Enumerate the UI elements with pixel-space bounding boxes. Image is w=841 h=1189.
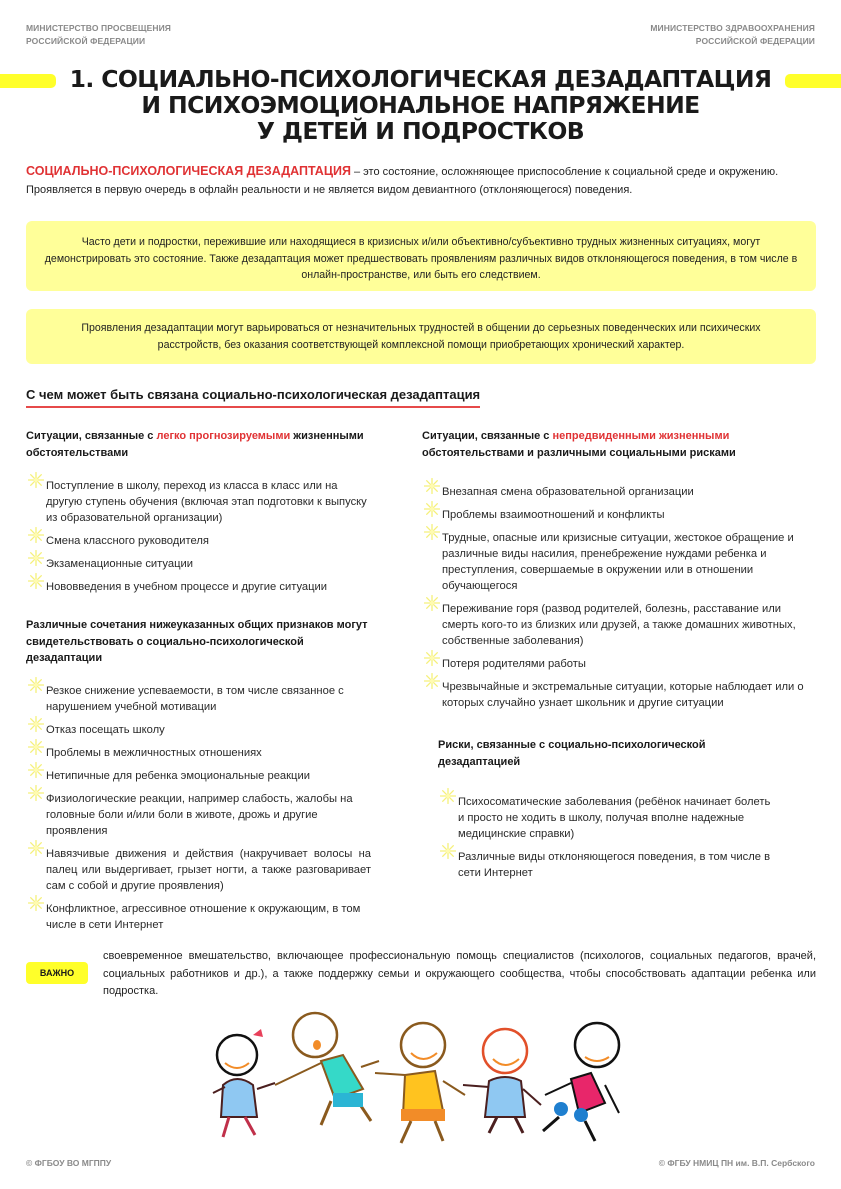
list-item [26,768,371,784]
ministry-health-label [650,22,815,48]
ministry-right-line-1: МИНИСТЕРСТВО ЗДРАВООХРАНЕНИЯ [650,23,815,33]
list-item-text: Различные виды отклоняющегося поведения, в том числе в сети Интернет [458,851,771,879]
signs-list [26,683,371,933]
list-item [26,556,371,572]
page-title [60,66,781,144]
star-bullet-icon [424,650,440,666]
list-item-text: Экзаменационные ситуации [46,558,194,570]
unforeseen-list [422,484,818,711]
list-item [438,849,778,881]
list-item [422,601,818,649]
list-item-text: Проблемы взаимоотношений и конфликты [442,509,665,521]
star-bullet-icon [424,673,440,689]
star-bullet-icon [424,524,440,540]
list-item [26,478,371,526]
list-item [438,794,778,842]
list-item-text: Конфликтное, агрессивное отношение к окружающим, в том числе в сети Интернет [46,902,361,931]
callout-box-crisis [26,221,816,291]
list-item-text: Переживание горя (развод родителей, болезнь, расставание или смерть кого-то из близких или друзей, а также домашних животных, собственные заболевания) [442,603,796,647]
list-item [26,579,371,595]
star-bullet-icon [28,550,44,566]
title-line-1: 1. СОЦИАЛЬНО-ПСИХОЛОГИЧЕСКАЯ ДЕЗАДАПТАЦИЯ [69,65,772,93]
risks-list [438,794,778,881]
star-bullet-icon [424,478,440,494]
important-badge: ВАЖНО [26,962,88,984]
callout-box-manifestations [26,309,816,364]
heading-prefix: Ситуации, связанные с [26,430,157,442]
list-item-text: Проблемы в межличностных отношениях [46,746,262,759]
heading-suffix: жизненными обстоятельствами [26,430,364,459]
star-bullet-icon [28,716,44,732]
list-item-text: Поступление в школу, переход из класса в класс или на другую ступень обучения (включая этап подготовки к выпуску из образовательной организации) [46,480,367,524]
list-item [26,533,371,549]
unforeseen-heading [422,428,818,461]
list-item-text: Психосоматические заболевания (ребёнок начинает болеть и просто не ходить в школу, получая вполне надежные медицинские справки) [458,796,771,840]
ministry-left-line-2: РОССИЙСКОЙ ФЕДЕРАЦИИ [26,36,146,46]
star-bullet-icon [28,677,44,693]
list-item [26,791,371,839]
star-bullet-icon [424,595,440,611]
list-item-text: Физиологические реакции, например слабость, жалобы на головные боли и/или боли в животе, дрожь и другие проявления [46,792,353,837]
predictable-list [26,478,371,595]
kid-5-figure [543,1023,619,1141]
title-line-2: И ПСИХОЭМОЦИОНАЛЬНОЕ НАПРЯЖЕНИЕ [141,91,700,119]
signs-heading: Различные сочетания нижеуказанных общих признаков могут свидетельствовать о социально-психологической дезадаптации [26,619,368,664]
list-item-text: Чрезвычайные и экстремальные ситуации, которые наблюдает или о которых случайно узнает школьник и другие ситуации [442,681,804,709]
heading-highlight: непредвиденными жизненными [552,430,730,442]
ministry-right-line-2: РОССИЙСКОЙ ФЕДЕРАЦИИ [695,36,815,46]
intro-definition [26,162,816,199]
list-item-text: Отказ посещать школу [46,723,165,736]
list-item-text: Навязчивые движения и действия (накручивает волосы на палец или выдергивает, грызет ногти, а также разговаривает сам с собой и другие проявления) [46,847,371,892]
heading-prefix: Ситуации, связанные с [422,430,553,442]
star-bullet-icon [440,788,456,804]
title-line-3: У ДЕТЕЙ И ПОДРОСТКОВ [256,117,585,145]
list-item-text: Внезапная смена образовательной организации [442,486,694,498]
star-bullet-icon [28,762,44,778]
star-bullet-icon [28,573,44,589]
kid-2-figure [275,1013,379,1125]
section-heading: С чем может быть связана социально-психологическая дезадаптация [26,387,480,408]
footer-copyright-right: © ФГБУ НМИЦ ПН им. В.П. Сербского [658,1158,815,1168]
list-item-text: Резкое снижение успеваемости, в том числе связанное с нарушением учебной мотивации [46,684,344,713]
predictable-heading [26,428,371,461]
star-bullet-icon [28,527,44,543]
star-bullet-icon [28,895,44,911]
star-bullet-icon [424,501,440,517]
left-column [26,428,371,940]
risks-heading: Риски, связанные с социально-психологической дезадаптацией [438,739,706,768]
list-item [422,507,818,523]
kid-4-figure [463,1029,541,1133]
kid-3-figure [375,1023,465,1143]
ministry-left-line-1: МИНИСТЕРСТВО ПРОСВЕЩЕНИЯ [26,23,172,33]
list-item [26,901,371,933]
star-bullet-icon [28,472,44,488]
star-bullet-icon [28,739,44,755]
children-illustration [205,1005,675,1145]
definition-text: – это состояние, осложняющее приспособление к социальной среде и окружению. Проявляется в первую очередь в офлайн реальности и не является видом девиантного (отклоняющегося) поведения. [26,166,779,196]
star-bullet-icon [28,840,44,856]
list-item [422,679,818,711]
right-column [422,428,818,888]
list-item-text: Смена классного руководителя [46,535,209,547]
list-item [422,484,818,500]
callout-text-crisis: Часто дети и подростки, пережившие или находящиеся в кризисных и/или объективно/субъективно трудных жизненных ситуациях, могут демонстрировать это состояние. Также дезадаптация может предшествовать проявлениям различных видов отклоняющегося поведения, в том числе в онлайн-пространстве, или быть его следствием. [44,236,798,281]
list-item [26,722,371,738]
important-text: своевременное вмешательство, включающее профессиональную помощь специалистов (психологов, социальных педагогов, врачей, социальных работников и др.), а также поддержку семьи и окружающего сообщества, чтобы способствовать адаптации ребенка или подростка. [103,950,816,997]
list-item [422,656,818,672]
definition-term: СОЦИАЛЬНО-ПСИХОЛОГИЧЕСКАЯ ДЕЗАДАПТАЦИЯ [26,164,351,178]
list-item [26,846,371,894]
heading-suffix: обстоятельствами и различными социальными рисками [422,446,736,459]
heading-highlight: легко прогнозируемыми [156,430,291,442]
list-item [422,530,818,594]
list-item [26,683,371,715]
star-bullet-icon [440,843,456,859]
title-accent-bar-left [0,74,56,88]
list-item [26,745,371,761]
title-accent-bar-right [785,74,841,88]
star-bullet-icon [28,785,44,801]
footer-copyright-left: © ФГБОУ ВО МГППУ [26,1158,112,1168]
list-item-text: Трудные, опасные или кризисные ситуации, жестокое обращение и различные виды насилия, пренебрежение нуждами ребенка и преступления, совершаемые в окружении или в отношении обучающегося [442,532,794,592]
callout-text-manifestations: Проявления дезадаптации могут варьироваться от незначительных трудностей в общении до серьезных поведенческих или психических расстройств, без оказания соответствующей комплексной помощи приобретающих хронический характер. [81,322,761,351]
list-item-text: Нововведения в учебном процессе и другие ситуации [46,581,328,593]
list-item-text: Потеря родителями работы [442,658,586,670]
kid-1-figure [213,1029,275,1137]
ministry-education-label [26,22,171,48]
list-item-text: Нетипичные для ребенка эмоциональные реакции [46,769,310,782]
